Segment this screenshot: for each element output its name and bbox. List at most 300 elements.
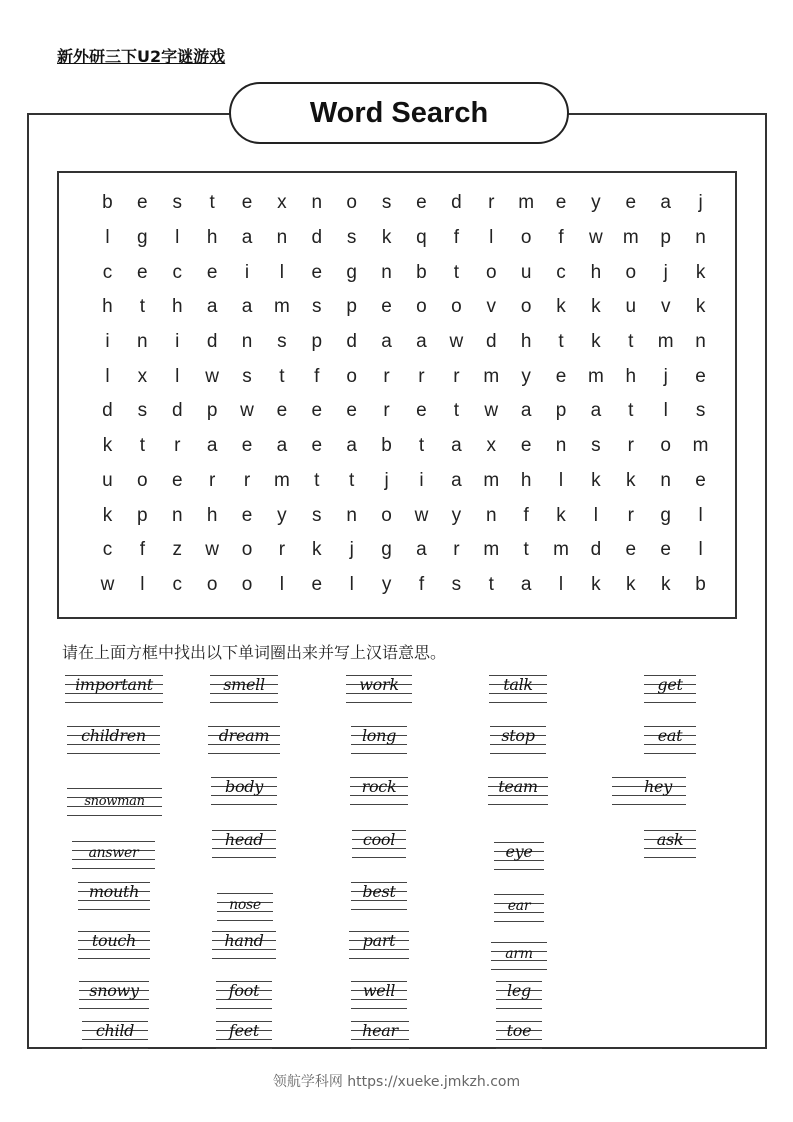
grid-letter[interactable]: m xyxy=(692,435,709,457)
grid-letter[interactable]: e xyxy=(660,539,671,561)
word-text: touch xyxy=(91,931,137,950)
word-entry xyxy=(644,828,696,860)
grid-row xyxy=(90,186,718,221)
grid-letter[interactable]: k xyxy=(591,573,601,595)
grid-letter[interactable]: m xyxy=(657,331,674,353)
grid-letter[interactable]: f xyxy=(453,227,459,249)
grid-letter[interactable]: n xyxy=(381,261,392,283)
word-text: foot xyxy=(228,981,260,1000)
word-entry xyxy=(350,775,408,807)
grid-letter[interactable]: r xyxy=(627,504,634,526)
grid-letter[interactable]: b xyxy=(381,435,392,457)
grid-letter[interactable]: w xyxy=(205,539,219,561)
grid-letter[interactable]: h xyxy=(520,469,532,491)
grid-letter[interactable]: p xyxy=(660,227,671,249)
grid-letter[interactable]: z xyxy=(172,539,182,561)
word-text: team xyxy=(498,777,538,796)
word-entry xyxy=(78,880,150,912)
grid-letter[interactable]: m xyxy=(553,539,569,561)
grid-letter[interactable]: e xyxy=(276,400,288,422)
grid-letter[interactable]: o xyxy=(206,573,218,595)
grid-letter[interactable]: f xyxy=(558,227,564,249)
word-entry xyxy=(491,940,547,972)
grid-letter[interactable]: m xyxy=(273,469,290,491)
grid-letter[interactable]: d xyxy=(311,227,323,249)
grid-letter[interactable]: e xyxy=(206,261,218,283)
grid-letter[interactable]: d xyxy=(171,400,183,422)
grid-letter[interactable]: o xyxy=(241,539,253,561)
grid-letter[interactable]: c xyxy=(556,261,566,283)
word-entry xyxy=(496,1019,542,1051)
word-entry xyxy=(644,724,696,756)
grid-letter[interactable]: n xyxy=(311,192,323,214)
grid-letter[interactable]: e xyxy=(137,192,148,214)
word-text: smell xyxy=(223,675,265,694)
word-text: work xyxy=(359,675,399,694)
grid-letter[interactable]: n xyxy=(346,504,357,526)
grid-letter[interactable]: a xyxy=(206,296,218,318)
grid-letter[interactable]: e xyxy=(625,539,637,561)
word-text: hear xyxy=(362,1021,398,1040)
grid-letter[interactable]: t xyxy=(418,435,425,457)
word-text: arm xyxy=(505,946,533,962)
grid-letter[interactable]: e xyxy=(381,296,392,318)
grid-letter[interactable]: m xyxy=(483,365,500,387)
grid-letter[interactable]: r xyxy=(278,539,286,561)
grid-letter[interactable]: a xyxy=(381,331,392,353)
word-entry xyxy=(82,1019,148,1051)
grid-letter[interactable]: l xyxy=(175,227,180,249)
grid-letter[interactable]: s xyxy=(277,331,287,353)
grid-letter[interactable]: w xyxy=(589,227,603,249)
word-entry xyxy=(65,673,163,705)
grid-letter[interactable]: k xyxy=(381,227,392,249)
grid-letter[interactable]: k xyxy=(626,573,636,595)
grid-letter[interactable]: l xyxy=(140,573,145,595)
grid-letter[interactable]: j xyxy=(663,365,668,387)
word-entry xyxy=(351,979,407,1011)
grid-letter[interactable]: g xyxy=(137,227,148,249)
grid-letter[interactable]: a xyxy=(346,435,357,457)
grid-letter[interactable]: t xyxy=(628,400,634,422)
grid-letter[interactable]: l xyxy=(105,365,110,387)
grid-letter[interactable]: o xyxy=(625,261,637,283)
grid-letter[interactable]: b xyxy=(102,192,113,214)
grid-letter[interactable]: o xyxy=(381,504,392,526)
grid-letter[interactable]: v xyxy=(660,296,671,318)
grid-letter[interactable]: h xyxy=(625,365,637,387)
page-title: 新外研三下U2字谜游戏 xyxy=(57,47,226,66)
grid-letter[interactable]: a xyxy=(241,296,253,318)
grid-letter[interactable]: v xyxy=(486,296,496,318)
word-entry xyxy=(349,929,409,961)
grid-letter[interactable]: p xyxy=(311,331,323,353)
grid-letter[interactable]: o xyxy=(520,227,532,249)
grid-letter[interactable]: l xyxy=(279,261,285,283)
grid-letter[interactable]: l xyxy=(279,573,285,595)
grid-letter[interactable]: o xyxy=(241,573,253,595)
grid-letter[interactable]: d xyxy=(590,539,602,561)
grid-letter[interactable]: x xyxy=(137,365,148,387)
grid-letter[interactable]: t xyxy=(139,435,145,457)
word-text: cool xyxy=(362,830,396,849)
grid-letter[interactable]: a xyxy=(590,400,602,422)
grid-letter[interactable]: e xyxy=(555,192,567,214)
word-text: mouth xyxy=(88,882,140,901)
grid-letter[interactable]: j xyxy=(698,192,703,214)
grid-letter[interactable]: r xyxy=(488,192,495,214)
grid-letter[interactable]: k xyxy=(556,296,566,318)
word-text: dream xyxy=(218,726,270,745)
word-entry xyxy=(212,828,276,860)
word-text: feet xyxy=(228,1021,260,1040)
grid-letter[interactable]: a xyxy=(416,539,427,561)
grid-letter[interactable]: e xyxy=(137,261,148,283)
grid-letter[interactable]: n xyxy=(695,227,706,249)
grid-letter[interactable]: e xyxy=(695,469,706,491)
grid-letter[interactable]: y xyxy=(591,192,601,214)
grid-letter[interactable]: s xyxy=(695,400,706,422)
grid-row xyxy=(90,533,718,568)
grid-letter[interactable]: o xyxy=(485,261,497,283)
grid-letter[interactable]: h xyxy=(102,296,113,318)
grid-letter[interactable]: c xyxy=(102,261,113,283)
grid-letter[interactable]: t xyxy=(488,573,494,595)
grid-letter[interactable]: k xyxy=(591,469,601,491)
grid-letter[interactable]: r xyxy=(383,365,390,387)
word-text: important xyxy=(75,675,153,694)
grid-letter[interactable]: y xyxy=(521,365,531,387)
grid-letter[interactable]: y xyxy=(277,504,287,526)
grid-letter[interactable]: s xyxy=(591,435,601,457)
grid-letter[interactable]: j xyxy=(349,539,354,561)
grid-letter[interactable]: j xyxy=(663,261,668,283)
grid-letter[interactable]: s xyxy=(451,573,462,595)
grid-letter[interactable]: t xyxy=(453,261,459,283)
grid-letter[interactable]: a xyxy=(451,435,462,457)
grid-letter[interactable]: e xyxy=(241,192,253,214)
instructions: 请在上面方框中找出以下单词圈出来并写上汉语意思。 xyxy=(62,643,447,662)
grid-letter[interactable]: e xyxy=(311,261,323,283)
grid-letter[interactable]: m xyxy=(622,227,639,249)
grid-letter[interactable]: s xyxy=(137,400,148,422)
grid-letter[interactable]: k xyxy=(556,504,566,526)
grid-letter[interactable]: f xyxy=(139,539,145,561)
grid-letter[interactable]: h xyxy=(520,331,532,353)
word-entry xyxy=(210,673,278,705)
word-text: stop xyxy=(501,726,535,745)
word-text: best xyxy=(362,882,396,901)
word-text: ask xyxy=(656,830,684,849)
grid-letter[interactable]: q xyxy=(416,227,427,249)
grid-letter[interactable]: s xyxy=(381,192,392,214)
grid-letter[interactable]: i xyxy=(105,331,110,353)
grid-letter[interactable]: r xyxy=(243,469,251,491)
grid-letter[interactable]: u xyxy=(520,261,532,283)
grid-letter[interactable]: o xyxy=(660,435,671,457)
grid-letter[interactable]: k xyxy=(591,296,601,318)
grid-letter[interactable]: p xyxy=(137,504,148,526)
grid-letter[interactable]: c xyxy=(172,573,182,595)
grid-letter[interactable]: t xyxy=(453,400,459,422)
grid-row xyxy=(90,568,718,603)
grid-letter[interactable]: e xyxy=(416,400,427,422)
grid-letter[interactable]: e xyxy=(695,365,706,387)
word-text: body xyxy=(225,777,263,796)
grid-letter[interactable]: o xyxy=(416,296,427,318)
grid-letter[interactable]: e xyxy=(520,435,532,457)
word-entry xyxy=(78,929,150,961)
word-text: ear xyxy=(507,898,531,914)
grid-letter[interactable]: l xyxy=(558,573,564,595)
grid-row xyxy=(90,221,718,256)
word-entry xyxy=(217,891,273,923)
grid-letter[interactable]: w xyxy=(205,365,219,387)
grid-letter[interactable]: n xyxy=(695,331,706,353)
grid-letter[interactable]: t xyxy=(628,331,634,353)
word-text: well xyxy=(362,981,396,1000)
word-text: head xyxy=(224,830,264,849)
word-text: eye xyxy=(505,842,533,861)
word-text: children xyxy=(81,726,146,745)
grid-letter[interactable]: c xyxy=(102,539,113,561)
grid-letter[interactable]: o xyxy=(346,192,357,214)
grid-letter[interactable]: e xyxy=(241,435,253,457)
grid-letter[interactable]: u xyxy=(102,469,113,491)
grid-letter[interactable]: g xyxy=(346,261,357,283)
grid-letter[interactable]: x xyxy=(277,192,287,214)
word-text: part xyxy=(362,931,396,950)
grid-letter[interactable]: t xyxy=(523,539,529,561)
grid-letter[interactable]: t xyxy=(558,331,564,353)
grid-letter[interactable]: k xyxy=(660,573,671,595)
word-text: nose xyxy=(229,897,261,913)
word-text: get xyxy=(657,675,683,694)
word-entry xyxy=(490,724,546,756)
word-entry xyxy=(352,828,406,860)
grid-letter[interactable]: p xyxy=(555,400,567,422)
grid-letter[interactable]: y xyxy=(451,504,462,526)
grid-letter[interactable]: r xyxy=(453,365,460,387)
grid-letter[interactable]: l xyxy=(105,227,110,249)
grid-letter[interactable]: a xyxy=(416,331,427,353)
grid-letter[interactable]: l xyxy=(489,227,494,249)
word-entry xyxy=(351,724,407,756)
grid-letter[interactable]: o xyxy=(346,365,357,387)
grid-letter[interactable]: d xyxy=(206,331,218,353)
grid-letter[interactable]: k xyxy=(695,296,706,318)
grid-letter[interactable]: s xyxy=(312,504,322,526)
word-entry xyxy=(494,840,544,872)
grid-letter[interactable]: r xyxy=(453,539,460,561)
grid-letter[interactable]: m xyxy=(588,365,604,387)
grid-letter[interactable]: g xyxy=(381,539,392,561)
grid-letter[interactable]: r xyxy=(208,469,216,491)
grid-letter[interactable]: e xyxy=(311,573,323,595)
grid-row xyxy=(90,464,718,499)
word-entry xyxy=(67,786,162,818)
puzzle-title-banner xyxy=(229,82,569,144)
grid-letter[interactable]: w xyxy=(100,573,115,595)
word-text: leg xyxy=(507,981,531,1000)
grid-letter[interactable]: m xyxy=(518,192,535,214)
footer-watermark: 领航学科网 https://xueke.jmkzh.com xyxy=(272,1074,521,1090)
grid-letter[interactable]: w xyxy=(414,504,429,526)
word-entry xyxy=(72,839,155,871)
grid-letter[interactable]: l xyxy=(175,365,180,387)
word-entry xyxy=(216,1019,272,1051)
grid-letter[interactable]: r xyxy=(383,400,390,422)
grid-letter[interactable]: h xyxy=(206,227,218,249)
grid-letter[interactable]: o xyxy=(137,469,148,491)
word-text: child xyxy=(95,1021,135,1040)
grid-letter[interactable]: d xyxy=(485,331,497,353)
grid-letter[interactable]: n xyxy=(660,469,671,491)
grid-letter[interactable]: n xyxy=(171,504,183,526)
grid-letter[interactable]: w xyxy=(449,331,464,353)
grid-letter[interactable]: m xyxy=(273,296,290,318)
grid-letter[interactable]: n xyxy=(485,504,497,526)
grid-letter[interactable]: i xyxy=(419,469,424,491)
grid-letter[interactable]: f xyxy=(523,504,529,526)
grid-letter[interactable]: l xyxy=(593,504,599,526)
grid-row xyxy=(90,429,718,464)
grid-letter[interactable]: p xyxy=(206,400,218,422)
grid-letter[interactable]: e xyxy=(555,365,567,387)
grid-letter[interactable]: e xyxy=(346,400,357,422)
grid-letter[interactable]: o xyxy=(520,296,532,318)
grid-letter[interactable]: e xyxy=(311,435,323,457)
grid-letter[interactable]: i xyxy=(244,261,250,283)
grid-row xyxy=(90,498,718,533)
grid-letter[interactable]: m xyxy=(483,539,500,561)
grid-letter[interactable]: l xyxy=(663,400,668,422)
grid-letter[interactable]: w xyxy=(484,400,499,422)
grid-letter[interactable]: k xyxy=(102,435,113,457)
word-entry xyxy=(612,775,686,807)
grid-letter[interactable]: e xyxy=(416,192,427,214)
grid-letter[interactable]: t xyxy=(279,365,285,387)
word-entry xyxy=(489,673,547,705)
grid-letter[interactable]: l xyxy=(558,469,564,491)
grid-letter[interactable]: r xyxy=(174,435,181,457)
word-text: long xyxy=(361,726,397,745)
word-text: hey xyxy=(644,777,672,796)
grid-letter[interactable]: a xyxy=(520,400,532,422)
word-entry xyxy=(216,979,272,1011)
grid-letter[interactable]: a xyxy=(241,227,253,249)
word-text: snowman xyxy=(84,794,145,809)
grid-letter[interactable]: f xyxy=(314,365,320,387)
grid-letter[interactable]: d xyxy=(102,400,113,422)
grid-letter[interactable]: u xyxy=(625,296,637,318)
grid-letter[interactable]: a xyxy=(206,435,218,457)
word-text: snowy xyxy=(89,981,139,1000)
grid-letter[interactable]: n xyxy=(241,331,253,353)
grid-letter[interactable]: a xyxy=(660,192,671,214)
grid-letter[interactable]: r xyxy=(418,365,425,387)
grid-letter[interactable]: l xyxy=(698,504,703,526)
grid-letter[interactable]: k xyxy=(102,504,113,526)
grid-letter[interactable]: m xyxy=(483,469,500,491)
word-entry xyxy=(494,892,544,924)
grid-letter[interactable]: k xyxy=(312,539,322,561)
grid-letter[interactable]: c xyxy=(172,261,182,283)
grid-letter[interactable]: s xyxy=(172,192,182,214)
word-text: hand xyxy=(224,931,264,950)
word-text: eat xyxy=(657,726,683,745)
word-entry xyxy=(67,724,160,756)
grid-letter[interactable]: s xyxy=(346,227,357,249)
grid-letter[interactable]: j xyxy=(384,469,389,491)
grid-row xyxy=(90,394,718,429)
grid-letter[interactable]: e xyxy=(241,504,253,526)
grid-letter[interactable]: b xyxy=(695,573,706,595)
grid-letter[interactable]: n xyxy=(137,331,148,353)
grid-letter[interactable]: a xyxy=(276,435,288,457)
letter-grid xyxy=(90,186,718,602)
grid-letter[interactable]: h xyxy=(590,261,602,283)
grid-letter[interactable]: x xyxy=(486,435,496,457)
grid-letter[interactable]: s xyxy=(312,296,322,318)
word-entry xyxy=(208,724,280,756)
grid-letter[interactable]: a xyxy=(451,469,462,491)
grid-letter[interactable]: e xyxy=(171,469,183,491)
grid-letter[interactable]: h xyxy=(171,296,183,318)
grid-letter[interactable]: y xyxy=(381,573,392,595)
grid-row xyxy=(90,255,718,290)
grid-letter[interactable]: d xyxy=(346,331,357,353)
grid-letter[interactable]: t xyxy=(314,469,320,491)
word-entry xyxy=(351,880,407,912)
grid-letter[interactable]: t xyxy=(139,296,145,318)
word-entry xyxy=(346,673,412,705)
grid-letter[interactable]: n xyxy=(555,435,567,457)
grid-letter[interactable]: e xyxy=(625,192,637,214)
grid-row xyxy=(90,325,718,360)
word-entry xyxy=(496,979,542,1011)
word-text: talk xyxy=(503,675,533,694)
grid-letter[interactable]: n xyxy=(276,227,288,249)
grid-row xyxy=(90,290,718,325)
grid-letter[interactable]: k xyxy=(626,469,636,491)
grid-letter[interactable]: o xyxy=(451,296,462,318)
grid-letter[interactable]: g xyxy=(660,504,671,526)
grid-letter[interactable]: p xyxy=(346,296,357,318)
word-entry xyxy=(351,1019,409,1051)
grid-letter[interactable]: h xyxy=(206,504,218,526)
grid-letter[interactable]: f xyxy=(418,573,425,595)
grid-letter[interactable]: w xyxy=(240,400,254,422)
grid-row xyxy=(90,359,718,394)
grid-letter[interactable]: t xyxy=(209,192,215,214)
grid-letter[interactable]: e xyxy=(311,400,323,422)
grid-letter[interactable]: s xyxy=(242,365,252,387)
word-entry xyxy=(79,979,149,1011)
grid-letter[interactable]: k xyxy=(591,331,601,353)
grid-letter[interactable]: t xyxy=(349,469,355,491)
word-entry xyxy=(488,775,548,807)
grid-letter[interactable]: b xyxy=(416,261,427,283)
grid-letter[interactable]: a xyxy=(520,573,532,595)
grid-letter[interactable]: l xyxy=(349,573,354,595)
grid-letter[interactable]: l xyxy=(698,539,703,561)
grid-letter[interactable]: r xyxy=(627,435,634,457)
word-entry xyxy=(211,775,277,807)
grid-letter[interactable]: d xyxy=(451,192,462,214)
grid-letter[interactable]: i xyxy=(175,331,180,353)
grid-letter[interactable]: k xyxy=(695,261,706,283)
